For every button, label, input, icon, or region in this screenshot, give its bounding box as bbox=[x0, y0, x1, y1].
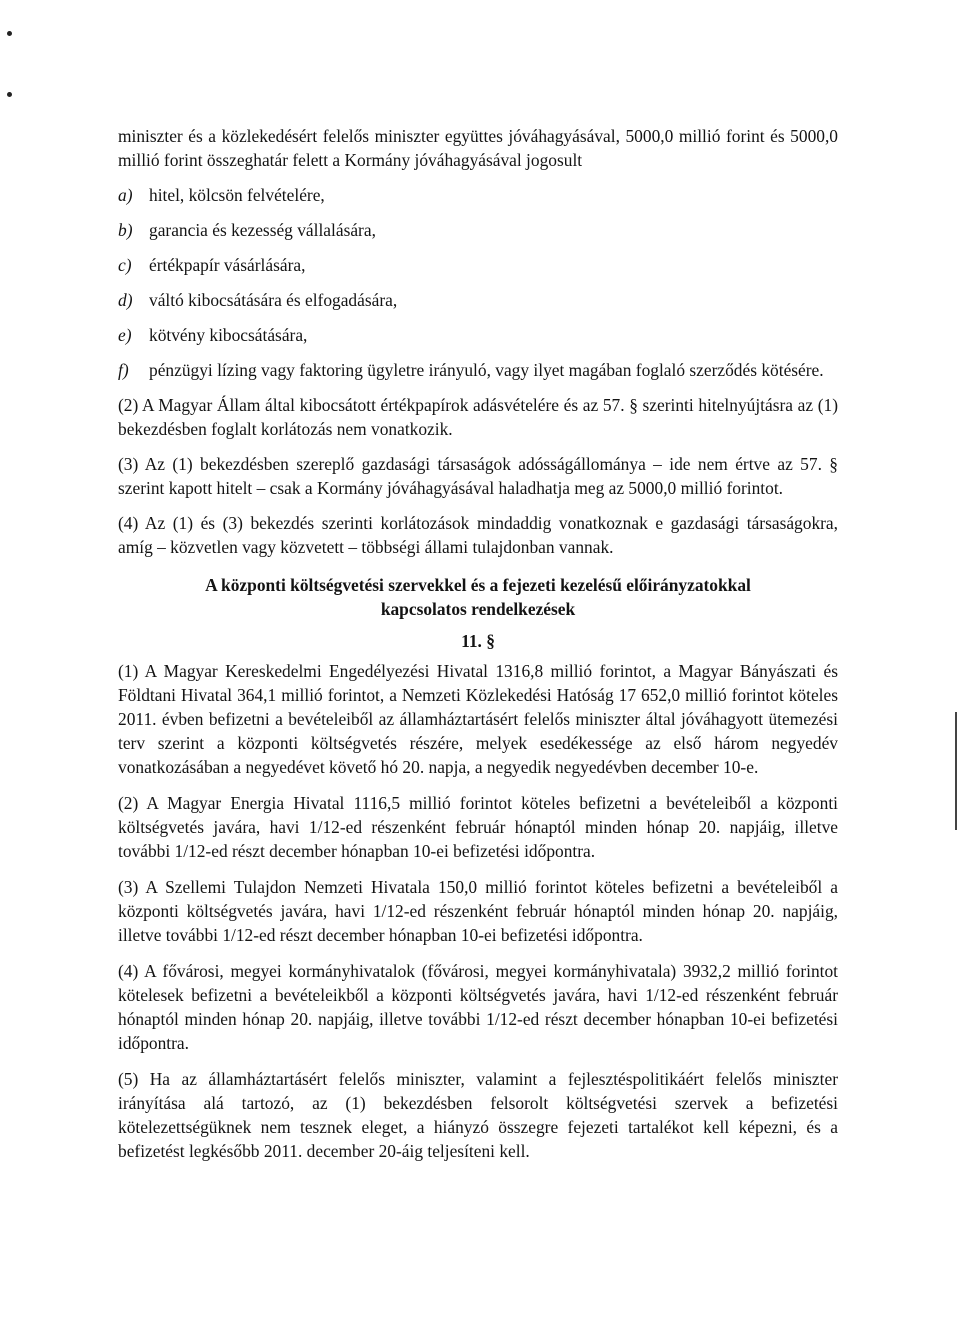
scan-mark-dot bbox=[7, 31, 12, 36]
list-item bbox=[118, 323, 838, 347]
section-paragraph-1: (1) A Magyar Kereskedelmi Engedélyezési Hivatal 1316,8 millió forintot, a Magyar Bányászati és Földtani Hivatal 364,1 millió forintot, a Nemzeti Közlekedési Hatóság 17 652,0 millió forintot köteles 2011. évben befizetni a bevételeiből az államháztartásért felelős miniszter által jóváhagyott ütemezési terv szerint a központi költségvetés részére, melyek esedékessége az első három negyedév vonatkozásában a negyedévet követő hó 20. napja, a negyedik negyedévben december 10-e. bbox=[118, 661, 838, 777]
intro-paragraph: miniszter és a közlekedésért felelős miniszter együttes jóváhagyásával, 5000,0 millió forint és 5000,0 millió forint összeghatár felett a Kormány jóváhagyásával jogosult bbox=[118, 126, 838, 170]
list-item bbox=[118, 358, 838, 382]
list-text: értékpapír vásárlására, bbox=[149, 255, 306, 275]
list-letter: b) bbox=[118, 220, 133, 240]
document-body bbox=[118, 124, 838, 1175]
section-paragraph-2: (2) A Magyar Energia Hivatal 1116,5 millió forintot köteles befizetni a bevételeiből a központi költségvetés javára, havi 1/12-ed részenként február hónaptól minden hónap 20. napjáig, illetve további 1/12-ed részt december hónapban 10-ei befizetési időpontra. bbox=[118, 793, 838, 861]
list-item bbox=[118, 253, 838, 277]
paragraph-4: (4) Az (1) és (3) bekezdés szerinti korlátozások mindaddig vonatkoznak e gazdasági társaságokra, amíg – közvetlen vagy közvetett – többségi állami tulajdonban vannak. bbox=[118, 513, 838, 557]
list-letter: a) bbox=[118, 185, 133, 205]
section-paragraphs bbox=[118, 659, 838, 1163]
section-number: 11. § bbox=[461, 631, 495, 651]
margin-rule bbox=[955, 712, 957, 830]
section-paragraph-5: (5) Ha az államháztartásért felelős miniszter, valamint a fejlesztéspolitikáért felelős miniszter irányítása alá tartozó, az (1) bekezdésben felsorolt költségvetési szervek a befizetési kötelezettségüknek nem tesznek eleget, a hiányzó összegre fejezeti tartalékot kell képezni, és a befizetést legkésőbb 2011. december 20-áig teljesíteni kell. bbox=[118, 1069, 838, 1161]
paragraph-2: (2) A Magyar Állam által kibocsátott értékpapírok adásvételére és az 57. § szerinti hitelnyújtásra az (1) bekezdésben foglalt korlátozás nem vonatkozik. bbox=[118, 395, 838, 439]
list-letter: f) bbox=[118, 360, 129, 380]
paragraph-3: (3) Az (1) bekezdésben szereplő gazdasági társaságok adósságállománya – ide nem értve az 57. § szerint kapott hitelt – csak a Kormány jóváhagyásával haladhatja meg az 5000,0 millió forintot. bbox=[118, 454, 838, 498]
section-heading-line2: kapcsolatos rendelkezések bbox=[380, 599, 576, 619]
list-letter: d) bbox=[118, 290, 133, 310]
section-heading-line1: A központi költségvetési szervekkel és a fejezeti kezelésű előirányzatokkal bbox=[205, 575, 751, 595]
list-letter: c) bbox=[118, 255, 132, 275]
list-text: pénzügyi lízing vagy faktoring ügyletre irányuló, vagy ilyet magában foglaló szerződés kötésére. bbox=[149, 360, 824, 380]
section-paragraph-4: (4) A fővárosi, megyei kormányhivatalok (fővárosi, megyei kormányhivatala) 3932,2 millió forintot kötelesek befizetni a bevételeikből a központi költségvetés javára, havi 1/12-ed részenként február hónaptól minden hónap 20. napjáig, illetve további 1/12-ed részt december hónapban 10-ei befizetési időpontra. bbox=[118, 961, 838, 1053]
list-text: garancia és kezesség vállalására, bbox=[149, 220, 376, 240]
section-paragraph-3: (3) A Szellemi Tulajdon Nemzeti Hivatala 150,0 millió forintot köteles befizetni a bevételeiből a központi költségvetés javára, havi 1/12-ed részenként február hónaptól minden hónap 20. napjáig, illetve további 1/12-ed részt december hónapban 10-ei befizetési időpontra. bbox=[118, 877, 838, 945]
list-letter: e) bbox=[118, 325, 132, 345]
section-heading bbox=[118, 573, 838, 621]
list-item bbox=[118, 183, 838, 207]
list-text: kötvény kibocsátására, bbox=[149, 325, 308, 345]
list-text: váltó kibocsátására és elfogadására, bbox=[149, 290, 398, 310]
scan-mark-dot bbox=[7, 92, 12, 97]
list-item bbox=[118, 218, 838, 242]
list-text: hitel, kölcsön felvételére, bbox=[149, 185, 325, 205]
list-item bbox=[118, 288, 838, 312]
